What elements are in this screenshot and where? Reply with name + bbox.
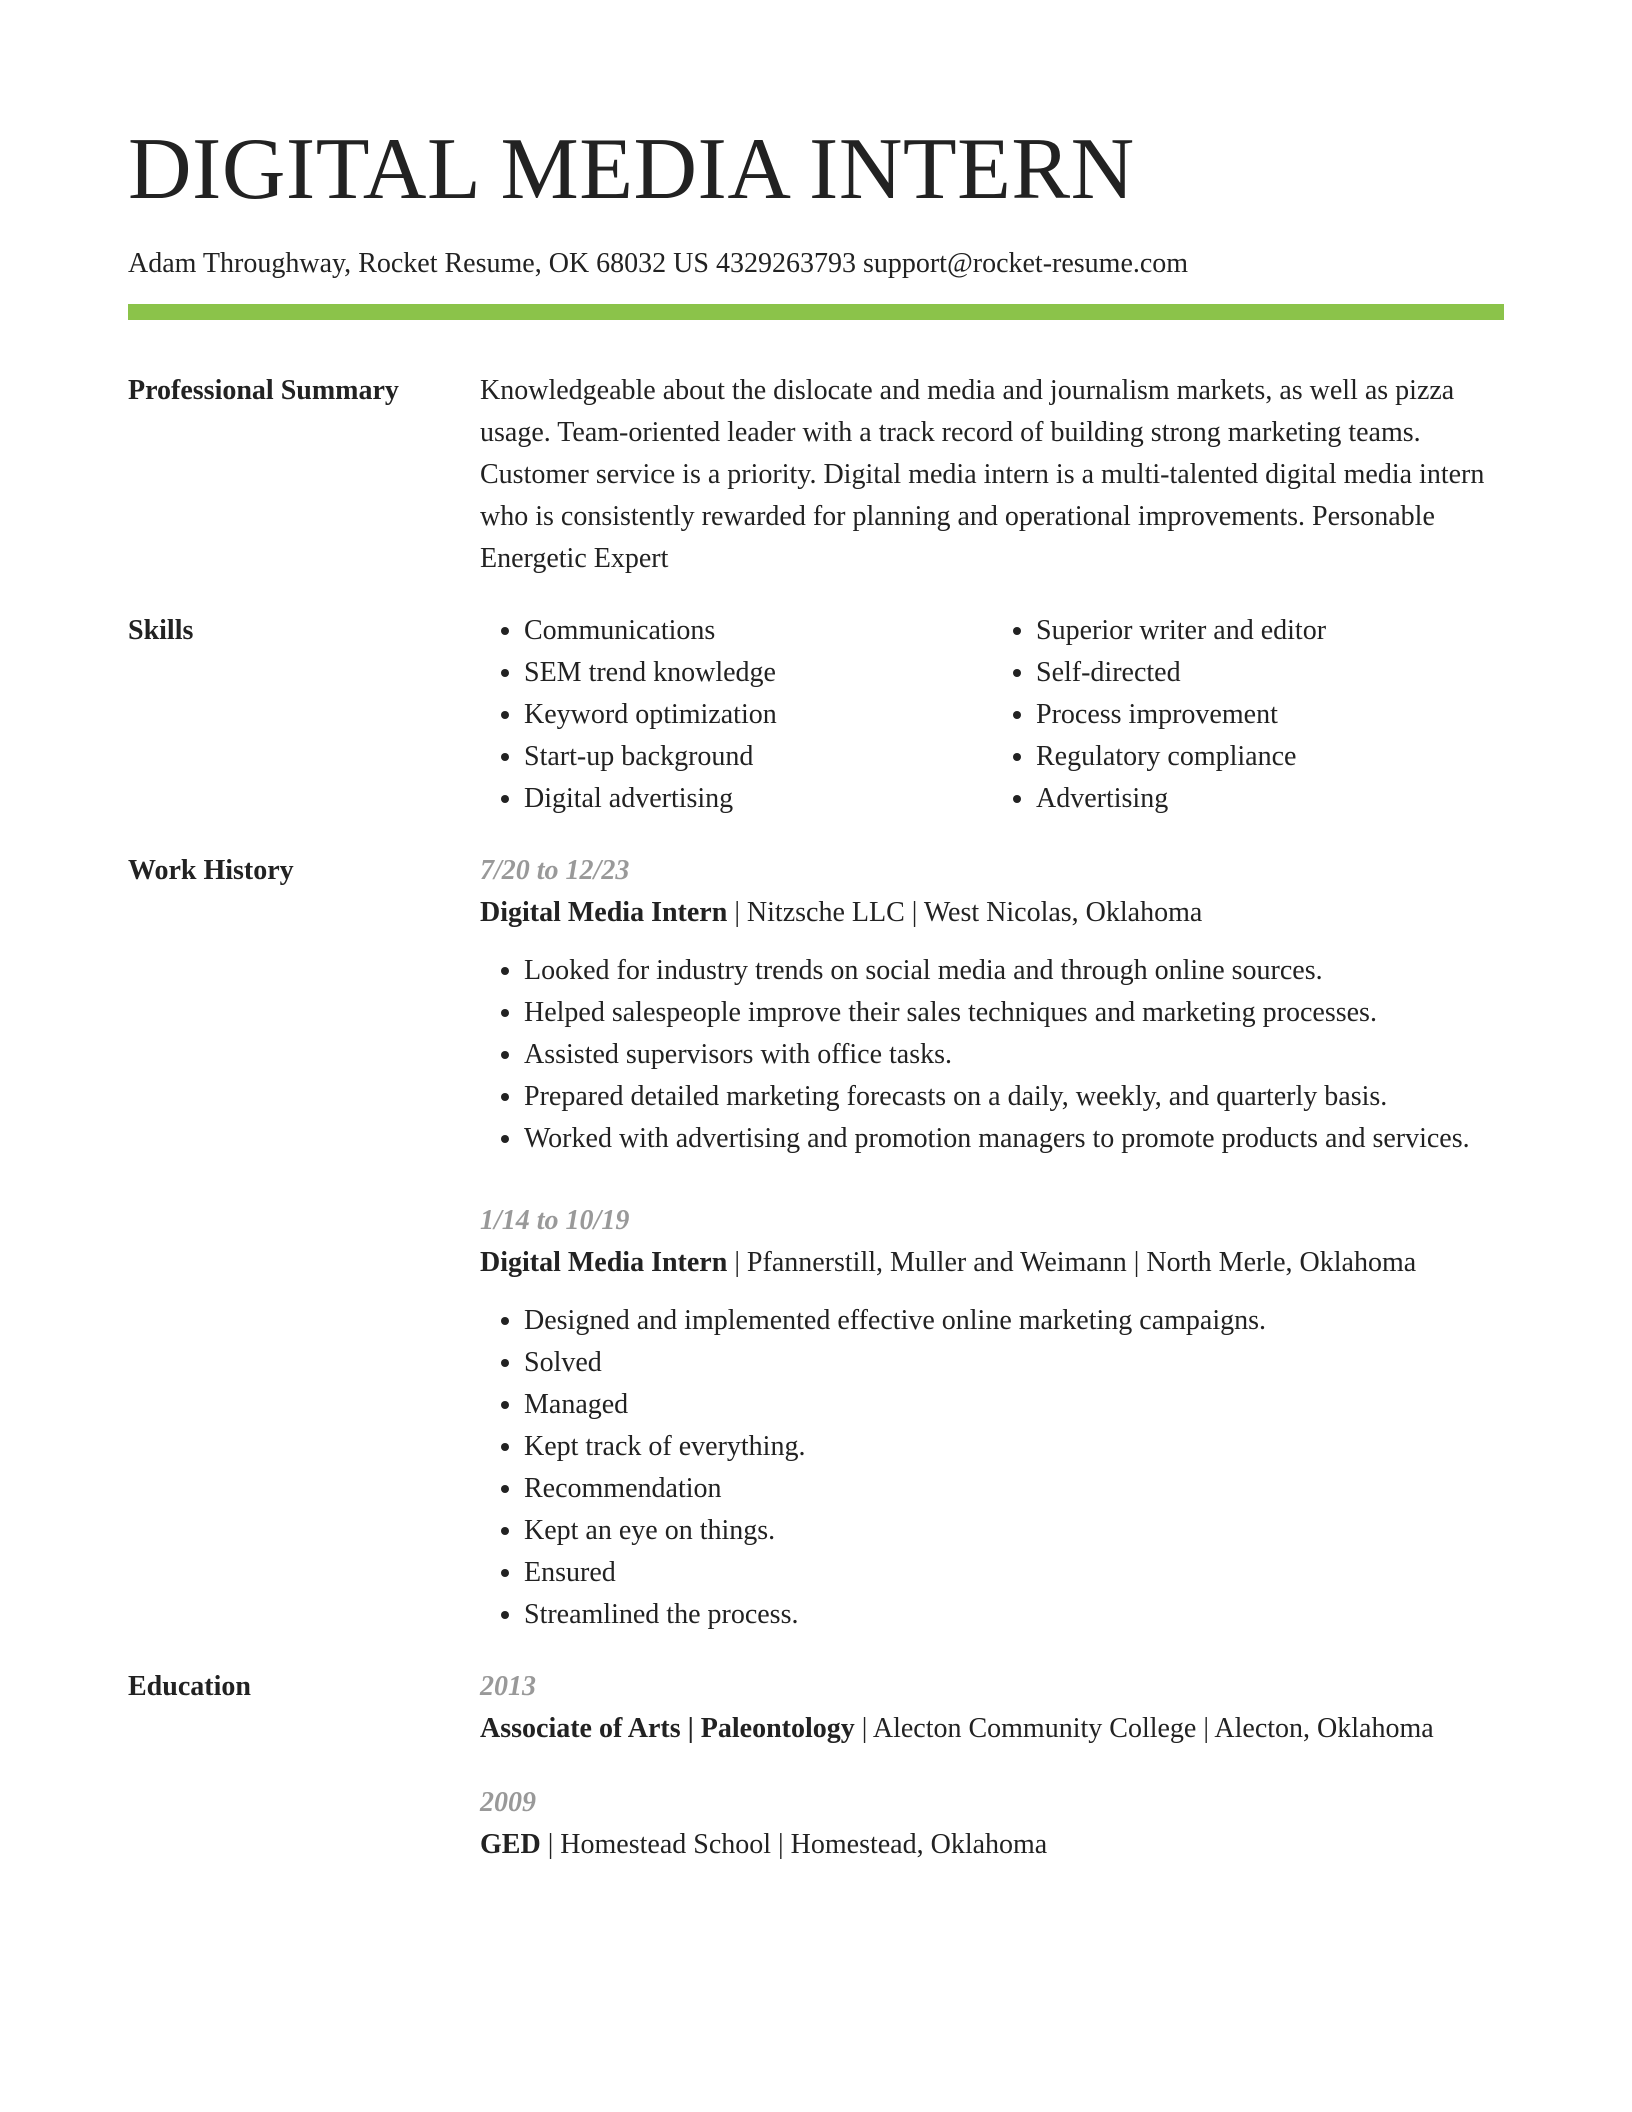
skill-item: • Regulatory compliance	[1036, 736, 1504, 778]
education-school: | Homestead School | Homestead, Oklahoma	[540, 1829, 1048, 1860]
skill-item: • Keyword optimization	[524, 694, 992, 736]
job-bullet: • Managed	[524, 1384, 1504, 1426]
education-year: 2013	[480, 1671, 536, 1702]
skills-section	[128, 610, 1504, 820]
summary-section	[128, 370, 1504, 580]
job-employer: | Pfannerstill, Muller and Weimann | North Merle, Oklahoma	[727, 1247, 1417, 1278]
job-bullet: • Worked with advertising and promotion managers to promote products and services.	[524, 1118, 1504, 1160]
education-school: | Alecton Community College | Alecton, Oklahoma	[854, 1713, 1434, 1744]
job-bullets	[480, 950, 1504, 1160]
education-headline	[480, 1708, 1504, 1750]
job-bullet: • Recommendation	[524, 1468, 1504, 1510]
skill-item: • Digital advertising	[524, 778, 992, 820]
education-headline	[480, 1824, 1504, 1866]
skills-body	[480, 610, 1504, 820]
skill-item: • Self-directed	[1036, 652, 1504, 694]
contact-address: Rocket Resume, OK 68032 US	[358, 248, 709, 279]
job-headline	[480, 892, 1504, 934]
skill-item: • Communications	[524, 610, 992, 652]
contact-phone: 4329263793	[715, 248, 856, 279]
job-title: Digital Media Intern	[480, 897, 728, 928]
education-entry	[480, 1666, 1504, 1750]
job-headline	[480, 1242, 1504, 1284]
education-degree: GED	[480, 1829, 541, 1860]
education-year: 2009	[480, 1787, 536, 1818]
education-label: Education	[128, 1671, 251, 1702]
accent-divider	[128, 304, 1504, 320]
work-history-label: Work History	[128, 855, 294, 886]
skill-item: • Start-up background	[524, 736, 992, 778]
job-bullet: • Designed and implemented effective online marketing campaigns.	[524, 1300, 1504, 1342]
job-bullet: • Kept an eye on things.	[524, 1510, 1504, 1552]
job-bullet: • Kept track of everything.	[524, 1426, 1504, 1468]
job-entry	[480, 1200, 1504, 1636]
education-degree: Associate of Arts | Paleontology	[480, 1713, 855, 1744]
work-history-section	[128, 850, 1504, 1636]
job-bullet: • Helped salespeople improve their sales techniques and marketing processes.	[524, 992, 1504, 1034]
job-bullets	[480, 1300, 1504, 1636]
job-dates: 7/20 to 12/23	[480, 855, 630, 886]
summary-body	[480, 370, 1504, 580]
job-bullet: • Prepared detailed marketing forecasts on a daily, weekly, and quarterly basis.	[524, 1076, 1504, 1118]
skill-item: • SEM trend knowledge	[524, 652, 992, 694]
job-employer: | Nitzsche LLC | West Nicolas, Oklahoma	[727, 897, 1203, 928]
job-bullet: • Streamlined the process.	[524, 1594, 1504, 1636]
resume-title: DIGITAL MEDIA INTERN	[128, 121, 1135, 218]
job-title: Digital Media Intern	[480, 1247, 728, 1278]
summary-text: Knowledgeable about the dislocate and media and journalism markets, as well as pizza usage. Team-oriented leader with a track record of building strong marketing teams. Customer service is a priority. Digital media intern is a multi-talented digital media intern who is consistently rewarded for planning and operational improvements. Personable Energetic Expert	[480, 375, 1485, 574]
job-bullet: • Looked for industry trends on social media and through online sources.	[524, 950, 1504, 992]
skill-item: • Process improvement	[1036, 694, 1504, 736]
skill-item: • Advertising	[1036, 778, 1504, 820]
contact-name: Adam Throughway,	[128, 248, 352, 279]
skills-column-left	[480, 610, 992, 820]
job-entry	[480, 850, 1504, 1160]
contact-line	[128, 246, 1504, 282]
skills-column-right	[992, 610, 1504, 820]
job-bullet: • Ensured	[524, 1552, 1504, 1594]
contact-email: support@rocket-resume.com	[862, 248, 1189, 279]
education-body	[480, 1666, 1504, 1866]
education-entry	[480, 1782, 1504, 1866]
job-bullet: • Assisted supervisors with office tasks.	[524, 1034, 1504, 1076]
skills-label: Skills	[128, 615, 194, 646]
skill-item: • Superior writer and editor	[1036, 610, 1504, 652]
work-history-body	[480, 850, 1504, 1636]
job-bullet: • Solved	[524, 1342, 1504, 1384]
job-dates: 1/14 to 10/19	[480, 1205, 630, 1236]
education-section	[128, 1666, 1504, 1866]
summary-label: Professional Summary	[128, 375, 399, 406]
